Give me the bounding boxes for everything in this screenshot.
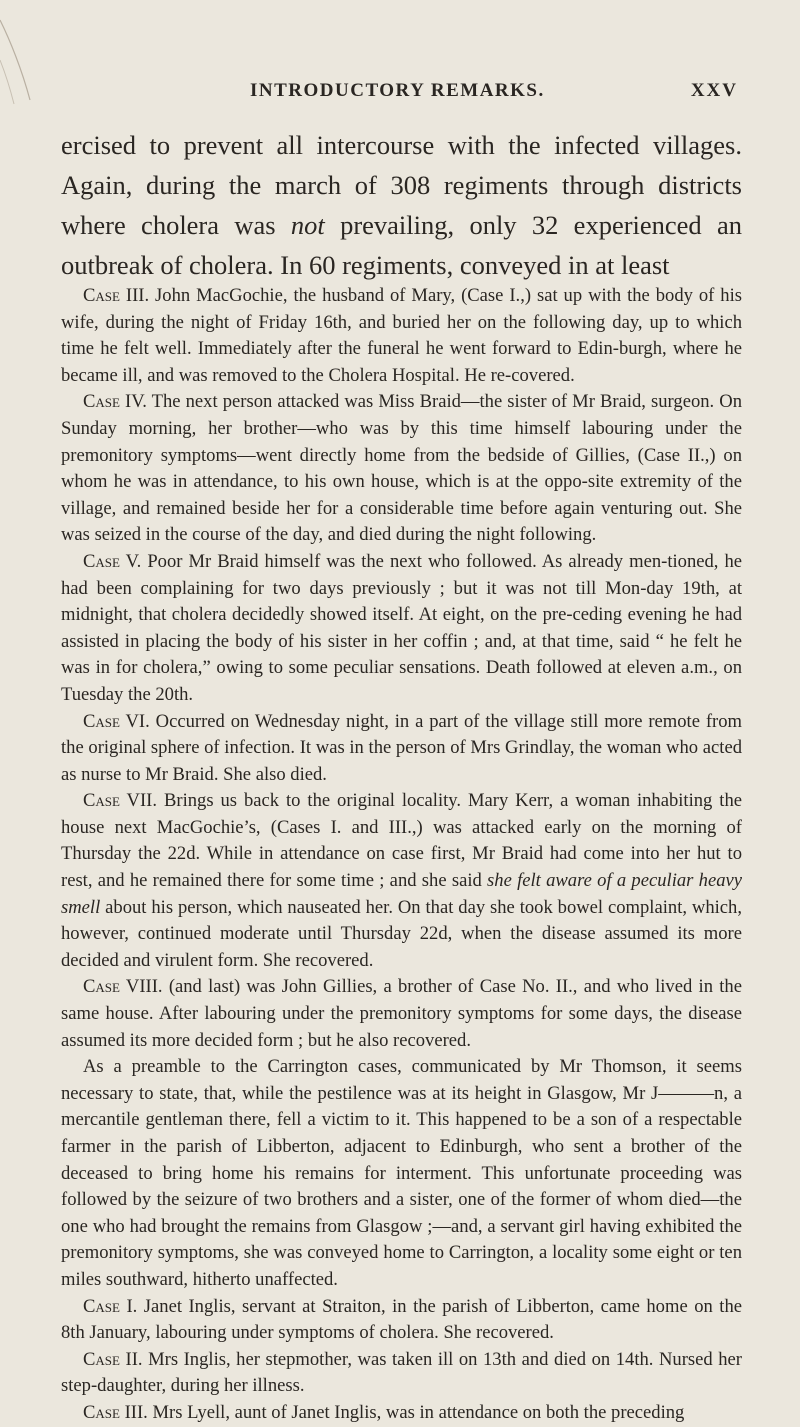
case-paragraph (61, 974, 742, 1054)
running-head: INTRODUCTORY REMARKS. (250, 80, 545, 101)
case-paragraph (61, 1400, 742, 1427)
case-paragraph (61, 283, 742, 389)
case-text: (and last) was John Gillies, a brother of Case No. II., and who lived in the same house. After labouring under the premonitory symptoms for some days, the disease assumed its more decided form ; but he also recovered. (61, 976, 742, 1051)
case-label: Case III. (83, 1401, 148, 1423)
page-header (250, 80, 738, 106)
case-paragraph (61, 1294, 742, 1347)
case-label: Case V. (83, 550, 142, 572)
case-label: Case VII. (83, 790, 158, 812)
case-text: Occurred on Wednesday night, in a part of the village still more remote from the original sphere of infection. It was in the person of Mrs Grindlay, the woman who acted as nurse to Mr Braid. She also died. (61, 710, 742, 785)
lead-paragraph (61, 125, 742, 285)
case-emphasis: she felt aware of a peculiar heavy smell (61, 870, 742, 918)
case-text: John MacGochie, the husband of Mary, (Case I.,) sat up with the body of his wife, during the night of Friday 16th, and buried her on the following day, up to which time he felt well. Immediately after the funeral he went forward to Edin-burgh, where he became ill, and was removed to the Cholera Hospital. He re-covered. (61, 285, 742, 386)
case-label: Case VIII. (83, 976, 163, 998)
case-label: Case VI. (83, 710, 150, 732)
lead-text-2: prevailing, only 32 experienced an outbreak of cholera. In 60 regiments, conveyed in at least (61, 210, 743, 280)
case-text: The next person attacked was Miss Braid—the sister of Mr Braid, surgeon. On Sunday morning, her brother—who was by this time himself labouring under the premonitory symptoms—went directly home from the bedside of Gillies, (Case II.,) on whom he was in attendance, to his own house, which is at the oppo-site extremity of the village, and remained beside her for a considerable time before again venturing out. She was seized in the course of the day, and died during the night following. (61, 391, 742, 546)
lead-text-1: ercised to prevent all intercourse with the infected villages. Again, during the march of 308 regiments through districts where cholera was (61, 130, 742, 240)
case-paragraph (61, 389, 742, 549)
case-text: Janet Inglis, servant at Straiton, in the parish of Libberton, came home on the 8th January, labouring under symptoms of cholera. She recovered. (61, 1295, 742, 1344)
case-label: Case I. (83, 1295, 138, 1317)
case-label: Case III. (83, 285, 150, 306)
case-label: Case II. (83, 1348, 143, 1370)
case-paragraph (61, 788, 742, 974)
preamble-paragraph: As a preamble to the Carrington cases, communicated by Mr Thomson, it seems necessary to state, that, while the pestilence was at its height in Glasgow, Mr J———n, a mercantile gentleman there, fell a victim to it. This happened to be a son of a respectable farmer in the parish of Libberton, adjacent to Edinburgh, who sent a brother of the deceased to bring home his remains for interment. This unfortunate proceeding was followed by the seizure of two brothers and a sister, one of the former of whom died—the one who had brought the remains from Glasgow ;—and, a servant girl having exhibited the premonitory symptoms, she was conveyed home to Carrington, a locality some eight or ten miles southward, hitherto unaffected. (61, 1056, 742, 1290)
case-report-body (61, 283, 742, 1427)
case-paragraph (61, 549, 742, 709)
case-paragraph (61, 1347, 742, 1400)
case-text: Mrs Inglis, her stepmother, was taken ill on 13th and died on 14th. Nursed her step-daughter, during her illness. (61, 1348, 742, 1397)
case-label: Case IV. (83, 391, 147, 413)
case-text: Poor Mr Braid himself was the next who followed. As already men-tioned, he had been complaining for two days previously ; but it was not till Mon-day 19th, at midnight, that cholera decidedly showed itself. At eight, on the pre-ceding evening he had assisted in placing the body of his sister in her coffin ; and, at that time, said “ he felt he was in for cholera,” owing to some peculiar sensations. Death followed at eleven a.m., on Tuesday the 20th. (61, 550, 742, 705)
case-text: Mrs Lyell, aunt of Janet Inglis, was in attendance on both the preceding (147, 1401, 685, 1423)
page-number: XXV (690, 80, 738, 101)
case-text: about his person, which nauseated her. On that day she took bowel complaint, which, however, continued moderate until Thursday 22d, when the disease assumed its more decided and virulent form. She recovered. (61, 896, 742, 971)
case-paragraph (61, 709, 742, 789)
page-edge-marks (0, 0, 40, 110)
lead-emphasis: not (290, 210, 325, 240)
case-text: Brings us back to the original locality. Mary Kerr, a woman inhabiting the house next MacGochie’s, (Cases I. and III.,) was attacked early on the morning of Thursday the 22d. While in attendance on case first, Mr Braid had come into her hut to rest, and he remained there for some time ; and she said (61, 790, 743, 892)
